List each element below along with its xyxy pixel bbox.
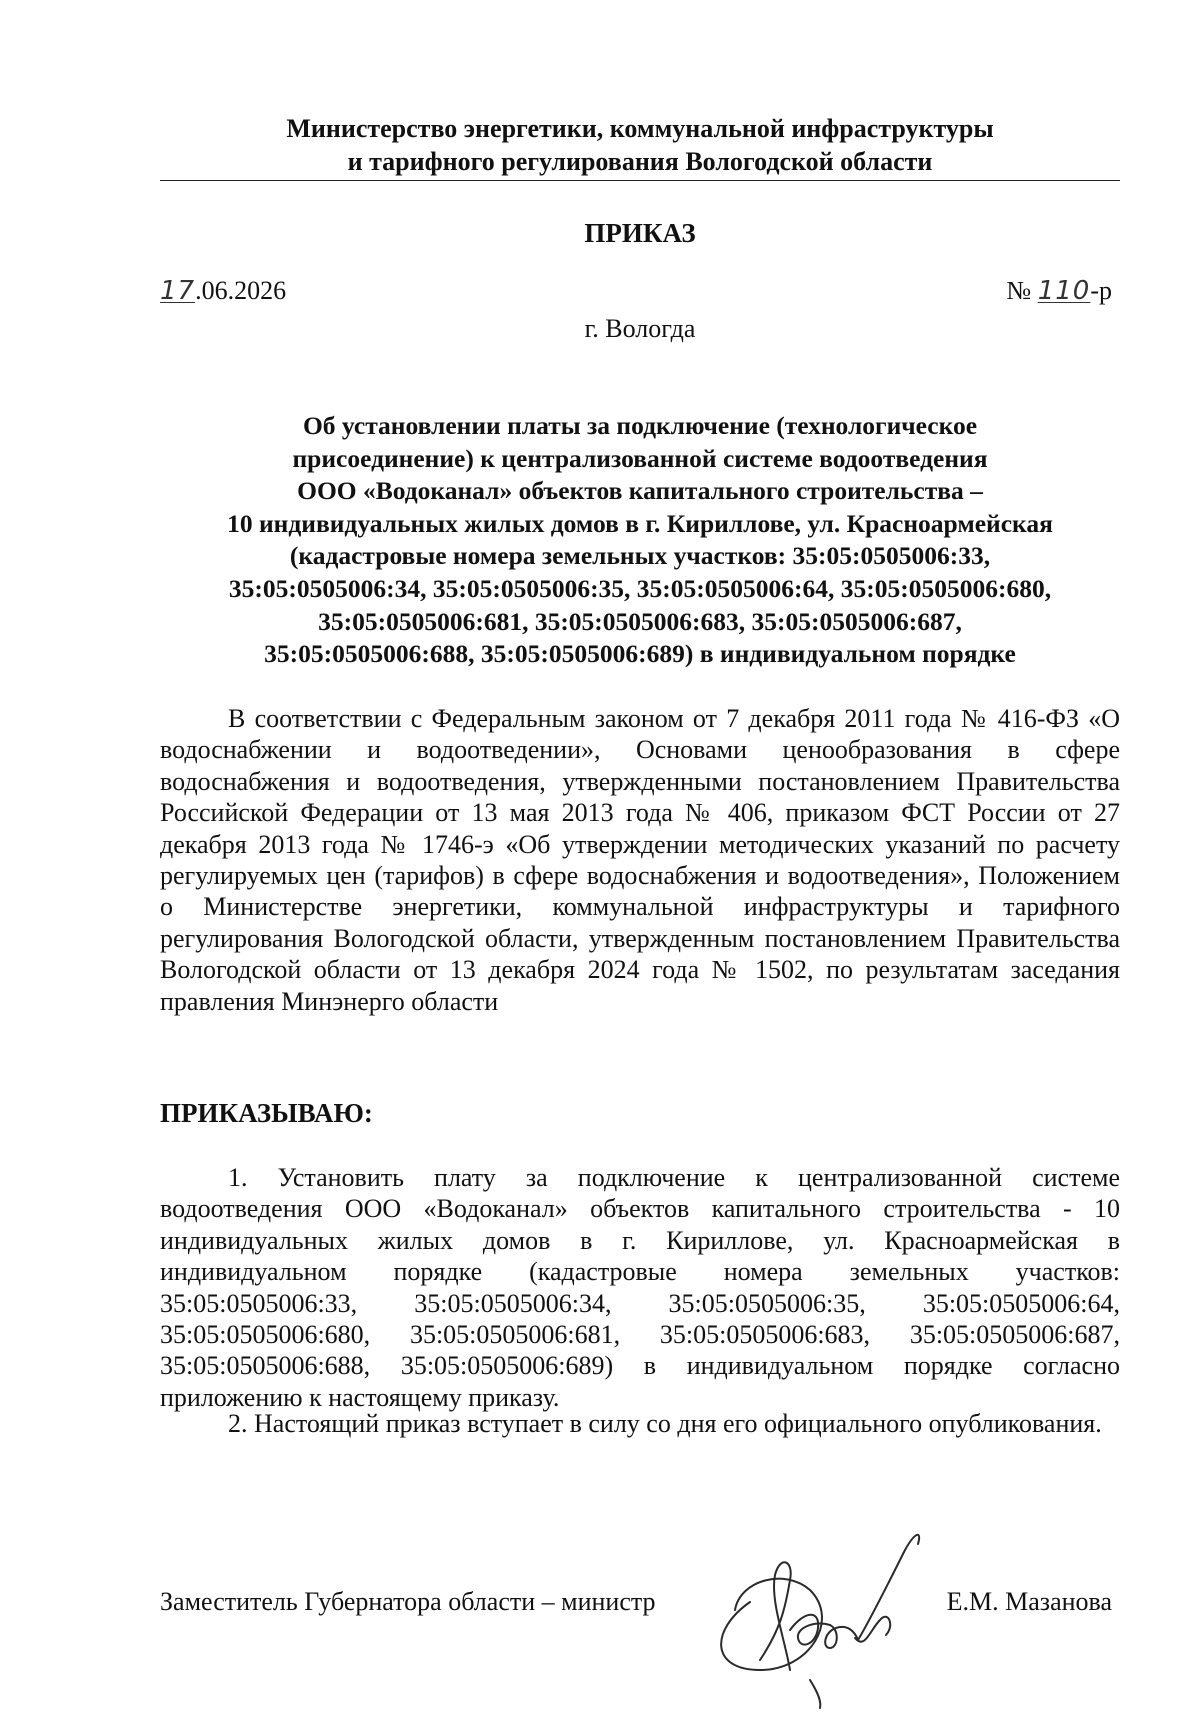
title-line: 10 индивидуальных жилых домов в г. Кириллове, ул. Красноармейская [227, 508, 1053, 538]
order-item-1: 1. Установить плату за подключение к централизованной системе водоотведения ООО «Водоканал» объектов капитального строительства - 10 индивидуальных жилых домов в г. Кириллове, ул. Красноармейская в индивидуальном порядке (кадастровые номера земельных участков: 35:05:0505006:33, 35:05:0505006:34, 35:05:0505006:35, 35:05:0505006:64, 35:05:0505006:680, 35:05:0505006:681, 35:05:0505006:683, 35:05:0505006:687, 35:05:0505006:688, 35:05:0505006:689) в индивидуальном порядке согласно приложению к настоящему приказу. [160, 1163, 1120, 1412]
order-date [160, 276, 286, 306]
handwritten-day: 17 [160, 276, 196, 306]
ministry-line-2: и тарифного регулирования Вологодской области [347, 147, 933, 176]
handwritten-number: 110 [1037, 276, 1091, 306]
title-line: 35:05:0505006:688, 35:05:0505006:689) в индивидуальном порядке [264, 639, 1016, 669]
signature-image [690, 1510, 950, 1710]
title-line: присоединение) к централизованной системе водоотведения [292, 443, 988, 473]
title-line: 35:05:0505006:681, 35:05:0505006:683, 35:05:0505006:687, [318, 606, 962, 636]
order-title [160, 410, 1120, 671]
number-prefix: № [1006, 276, 1038, 305]
title-line: 35:05:0505006:34, 35:05:0505006:35, 35:05:0505006:64, 35:05:0505006:680, [228, 573, 1052, 603]
ministry-header [160, 112, 1120, 178]
signer-title: Заместитель Губернатора области – министр [160, 1587, 656, 1616]
title-line: Об установлении платы за подключение (технологическое [302, 411, 978, 440]
order-number [1006, 276, 1112, 306]
preamble-paragraph: В соответствии с Федеральным законом от 7 декабря 2011 года № 416-ФЗ «О водоснабжении и водоотведении», Основами ценообразования в сфере водоснабжения и водоотведения, утвержденными постановлением Правительства Российской Федерации от 13 мая 2013 года № 406, приказом ФСТ России от 27 декабря 2013 года № 1746-э «Об утверждении методических указаний по расчету регулируемых цен (тарифов) в сфере водоснабжения и водоотведения», Положением о Министерстве энергетики, коммунальной инфраструктуры и тарифного регулирования Вологодской области, утвержденным постановлением Правительства Вологодской области от 13 декабря 2024 года № 1502, по результатам заседания правления Минэнерго области [160, 704, 1120, 1016]
order-item-2: 2. Настоящий приказ вступает в силу со дня его официального опубликования. [228, 1409, 1102, 1438]
signer-name: Е.М. Мазанова [946, 1587, 1112, 1616]
issue-city: г. Вологда [584, 314, 696, 343]
date-rest: .06.2026 [195, 276, 287, 305]
title-line: ООО «Водоканал» объектов капитального строительства – [297, 476, 983, 506]
ministry-line-1: Министерство энергетики, коммунальной инфраструктуры [286, 114, 994, 143]
document-type: ПРИКАЗ [584, 218, 696, 248]
number-suffix: -р [1090, 276, 1112, 305]
title-line: (кадастровые номера земельных участков: 35:05:0505006:33, [289, 541, 991, 571]
header-divider [160, 180, 1120, 181]
order-directive-heading: ПРИКАЗЫВАЮ: [160, 1098, 373, 1128]
